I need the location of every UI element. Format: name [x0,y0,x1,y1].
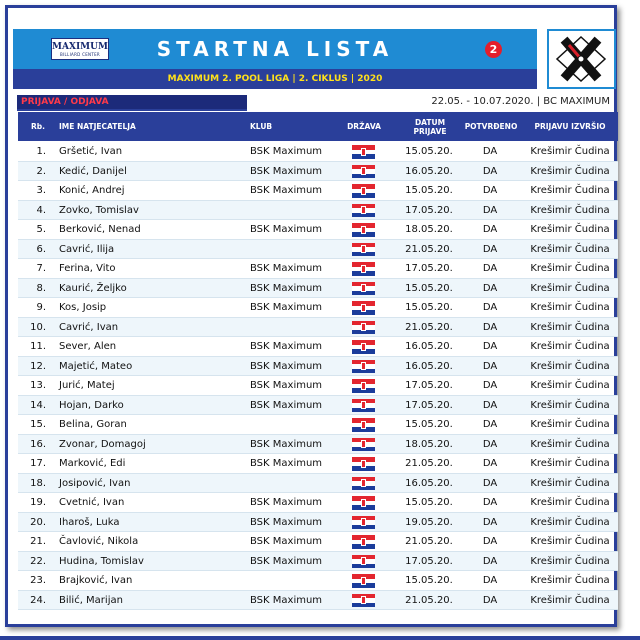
col-confirmed: POTVRĐENO [464,122,518,131]
registered-by: Krešimir Čudina [530,302,610,313]
player-club: BSK Maximum [250,458,323,469]
registered-by: Krešimir Čudina [530,536,610,547]
table-row [18,552,618,572]
croatia-flag-icon [352,496,375,510]
player-name: Cavrić, Ilija [59,243,115,255]
registered-by: Krešimir Čudina [530,204,610,216]
player-club: BSK Maximum [250,185,323,196]
player-name: Berković, Nenad [59,224,141,235]
table-row [18,337,618,357]
player-name: Kaurić, Željko [59,282,127,294]
table-row [18,220,618,240]
row-number: 14. [30,399,46,411]
player-name: Gršetić, Ivan [59,146,123,157]
registered-by: Krešimir Čudina [530,243,610,255]
confirmed-status: DA [482,165,498,177]
registration-date: 15.05.20. [405,302,453,313]
table-row [18,357,618,377]
registration-date: 16.05.20. [405,341,453,352]
registered-by: Krešimir Čudina [530,165,610,177]
registration-date: 15.05.20. [405,419,453,430]
title-banner [13,29,537,69]
confirmed-status: DA [482,419,498,430]
row-number: 20. [30,516,46,528]
row-number: 17. [30,458,46,469]
row-number: 7. [36,263,46,274]
player-name: Zovko, Tomislav [59,204,139,216]
start-list-sheet [5,5,617,627]
col-executor: PRIJAVU IZVRŠIO [534,122,606,131]
row-number: 21. [30,536,46,547]
row-number: 1. [36,146,46,157]
croatia-flag-icon [352,360,375,374]
section-bar [17,95,247,111]
player-name: Brajković, Ivan [59,575,133,586]
col-club: KLUB [250,122,273,131]
croatia-flag-icon [352,243,375,257]
registration-date: 17.05.20. [405,204,453,216]
row-number: 4. [36,204,46,216]
player-club: BSK Maximum [250,438,323,450]
table-row [18,279,618,299]
player-name: Jurić, Matej [59,380,115,391]
registered-by: Krešimir Čudina [530,399,610,411]
player-club: BSK Maximum [250,360,323,372]
player-name: Majetić, Mateo [59,360,133,372]
registered-by: Krešimir Čudina [530,497,610,508]
registration-date: 16.05.20. [405,360,453,372]
confirmed-status: DA [482,438,498,450]
registration-date: 18.05.20. [405,438,453,450]
row-number: 15. [30,419,46,430]
registration-date: 19.05.20. [405,516,453,528]
logo-main-text: MAXIMUM [52,41,108,52]
logo-sub-text: BILLIARD CENTER [60,51,100,57]
row-number: 11. [30,341,46,352]
player-name: Cvetnić, Ivan [59,497,125,508]
registered-by: Krešimir Čudina [530,575,610,586]
registration-date: 15.05.20. [405,146,453,157]
row-number: 9. [36,302,46,313]
bottom-border [0,636,640,640]
section-label: PRIJAVA / ODJAVA [21,97,109,107]
col-rb: Rb. [31,122,45,131]
table-row [18,415,618,435]
registration-date: 17.05.20. [405,380,453,391]
registration-date: 21.05.20. [405,321,453,333]
confirmed-status: DA [482,341,498,352]
table-row [18,532,618,552]
player-name: Kos, Josip [59,302,107,313]
croatia-flag-icon [352,438,375,452]
registered-by: Krešimir Čudina [530,458,610,469]
player-name: Čavlović, Nikola [59,536,139,547]
confirmed-status: DA [482,360,498,372]
confirmed-status: DA [482,477,498,489]
croatia-flag-icon [352,145,375,159]
row-number: 19. [30,497,46,508]
registration-date: 15.05.20. [405,282,453,294]
confirmed-status: DA [482,458,498,469]
croatia-flag-icon [352,535,375,549]
registration-date: 15.05.20. [405,497,453,508]
confirmed-status: DA [482,321,498,333]
player-club: BSK Maximum [250,302,323,313]
registered-by: Krešimir Čudina [530,438,610,450]
croatia-flag-icon [352,282,375,296]
player-name: Konić, Andrej [59,185,125,196]
croatia-flag-icon [352,165,375,179]
registration-date: 21.05.20. [405,458,453,469]
player-club: BSK Maximum [250,399,323,411]
registration-date: 15.05.20. [405,575,453,586]
croatia-flag-icon [352,574,375,588]
croatia-flag-icon [352,340,375,354]
confirmed-status: DA [482,243,498,255]
confirmed-status: DA [482,282,498,294]
table-row [18,493,618,513]
player-club: BSK Maximum [250,555,323,567]
confirmed-status: DA [482,536,498,547]
row-number: 2. [36,165,46,177]
registered-by: Krešimir Čudina [530,321,610,333]
croatia-flag-icon [352,555,375,569]
player-name: Zvonar, Domagoj [59,438,146,450]
confirmed-status: DA [482,185,498,196]
event-dates: 22.05. - 10.07.2020. | BC MAXIMUM [431,96,610,107]
player-name: Belina, Goran [59,419,127,430]
confirmed-status: DA [482,224,498,235]
row-number: 3. [36,185,46,196]
participants-table [18,142,618,610]
player-name: Marković, Edi [59,458,126,469]
row-number: 18. [30,477,46,489]
player-club: BSK Maximum [250,282,323,294]
player-name: Kedić, Danijel [59,165,127,177]
confirmed-status: DA [482,594,498,606]
croatia-flag-icon [352,418,375,432]
row-number: 23. [30,575,46,586]
croatia-flag-icon [352,301,375,315]
row-number: 24. [30,594,46,606]
player-name: Josipović, Ivan [59,477,131,489]
confirmed-status: DA [482,146,498,157]
croatia-flag-icon [352,262,375,276]
croatia-flag-icon [352,379,375,393]
table-row [18,513,618,533]
registered-by: Krešimir Čudina [530,146,610,157]
registered-by: Krešimir Čudina [530,555,610,567]
table-row [18,376,618,396]
player-club: BSK Maximum [250,146,323,157]
table-row [18,454,618,474]
player-club: BSK Maximum [250,380,323,391]
registration-date: 16.05.20. [405,477,453,489]
table-row [18,259,618,279]
registration-date: 17.05.20. [405,263,453,274]
registration-date: 16.05.20. [405,165,453,177]
player-club: BSK Maximum [250,341,323,352]
confirmed-status: DA [482,380,498,391]
league-emblem-icon [547,29,616,89]
player-name: Ferina, Vito [59,263,116,274]
col-date [400,112,460,141]
player-club: BSK Maximum [250,536,323,547]
croatia-flag-icon [352,594,375,608]
player-name: Bilić, Marijan [59,594,123,606]
croatia-flag-icon [352,457,375,471]
table-row [18,181,618,201]
registered-by: Krešimir Čudina [530,341,610,352]
registration-date: 21.05.20. [405,594,453,606]
table-row [18,435,618,455]
player-club: BSK Maximum [250,516,323,528]
player-club: BSK Maximum [250,165,323,177]
table-row [18,396,618,416]
row-number: 22. [30,555,46,567]
col-name: IME NATJECATELJA [59,122,136,131]
croatia-flag-icon [352,184,375,198]
registered-by: Krešimir Čudina [530,263,610,274]
registration-date: 18.05.20. [405,224,453,235]
registered-by: Krešimir Čudina [530,282,610,294]
registration-date: 15.05.20. [405,185,453,196]
registered-by: Krešimir Čudina [530,477,610,489]
row-number: 16. [30,438,46,450]
col-country: DRŽAVA [347,122,381,131]
table-header [18,112,618,141]
croatia-flag-icon [352,223,375,237]
registered-by: Krešimir Čudina [530,380,610,391]
player-club: BSK Maximum [250,224,323,235]
row-number: 12. [30,360,46,372]
player-name: Sever, Alen [59,341,117,352]
cycle-badge: 2 [485,41,502,58]
registration-date: 17.05.20. [405,399,453,411]
registered-by: Krešimir Čudina [530,594,610,606]
confirmed-status: DA [482,497,498,508]
registration-date: 21.05.20. [405,243,453,255]
col-date-line2: PRIJAVE [413,126,447,136]
registered-by: Krešimir Čudina [530,360,610,372]
confirmed-status: DA [482,575,498,586]
table-row [18,474,618,494]
croatia-flag-icon [352,477,375,491]
player-club: BSK Maximum [250,594,323,606]
league-subtitle: MAXIMUM 2. POOL LIGA | 2. CIKLUS | 2020 [13,69,537,89]
confirmed-status: DA [482,204,498,216]
row-divider [18,609,618,610]
row-number: 10. [30,321,46,333]
table-row [18,591,618,611]
registration-date: 21.05.20. [405,536,453,547]
row-number: 6. [36,243,46,255]
player-name: Cavrić, Ivan [59,321,119,333]
table-row [18,571,618,591]
table-row [18,201,618,221]
registered-by: Krešimir Čudina [530,516,610,528]
table-row [18,318,618,338]
registered-by: Krešimir Čudina [530,185,610,196]
croatia-flag-icon [352,516,375,530]
table-row [18,240,618,260]
player-club: BSK Maximum [250,497,323,508]
confirmed-status: DA [482,263,498,274]
player-name: Hojan, Darko [59,399,124,411]
confirmed-status: DA [482,399,498,411]
col-date-line1: DATUM [414,117,446,127]
confirmed-status: DA [482,555,498,567]
registration-date: 17.05.20. [405,555,453,567]
table-row [18,162,618,182]
row-number: 5. [36,224,46,235]
confirmed-status: DA [482,302,498,313]
player-name: Iharoš, Luka [59,516,120,528]
page-title: STARTNA LISTA [156,37,394,61]
croatia-flag-icon [352,399,375,413]
croatia-flag-icon [352,204,375,218]
player-club: BSK Maximum [250,263,323,274]
confirmed-status: DA [482,516,498,528]
table-row [18,142,618,162]
croatia-flag-icon [352,321,375,335]
player-name: Hudina, Tomislav [59,555,144,567]
registered-by: Krešimir Čudina [530,419,610,430]
table-row [18,298,618,318]
row-number: 13. [30,380,46,391]
row-number: 8. [36,282,46,294]
registered-by: Krešimir Čudina [530,224,610,235]
